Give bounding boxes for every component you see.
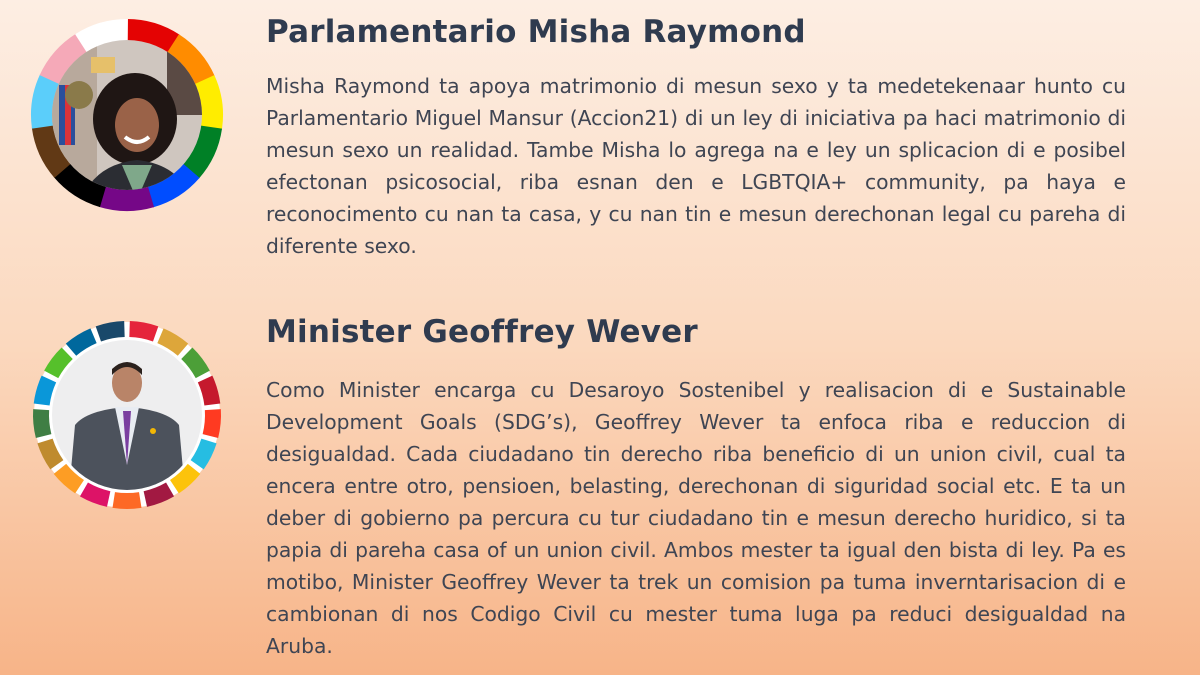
- profile-misha-raymond: [0, 0, 1200, 300]
- sdg-ring-segment: [33, 409, 51, 438]
- profile-description: Misha Raymond ta apoya matrimonio di mesun sexo y ta medetekenaar hunto cu Parlamentario Miguel Mansur (Accion21) di un ley di iniciativa pa haci matrimonio di mesun sexo un realidad. Tambe Misha lo agrega na e ley un splicacion di e posibel efectonan psicosocial, riba esnan den e LGBTQIA+ community, pa haya e reconocimento cu nan ta casa, y cu nan tin e mesun derechonan legal cu pareha di diferente sexo.: [266, 74, 1126, 258]
- profile-name: Parlamentario Misha Raymond: [266, 14, 806, 50]
- profile-name: Minister Geoffrey Wever: [266, 314, 698, 350]
- geoffrey-wever-avatar: [27, 315, 227, 515]
- sdg-ring-segment: [113, 492, 142, 509]
- sdg-ring-segment: [203, 409, 221, 438]
- misha-raymond-avatar: [27, 15, 227, 215]
- photo-geoffrey: [27, 315, 227, 515]
- photo-misha: [27, 15, 227, 215]
- profile-geoffrey-wever: [0, 300, 1200, 675]
- profile-description: Como Minister encarga cu Desaroyo Sostenibel y realisacion di e Sustainable Development Goals (SDG’s), Geoffrey Wever ta enfoca riba e reduccion di desigualdad. Cada ciudadano tin derecho riba beneficio di un union civil, cual ta encera entre otro, pensioen, belasting, derechonan di siguridad social etc. E ta un deber di gobierno pa percura cu tur ciudadano tin e mesun derecho huridico, si ta papia di pareha casa of un union civil. Ambos mester ta igual den bista di ley. Pa es motibo, Minister Geoffrey Wever ta trek un comision pa tuma inverntarisacion di e cambionan di nos Codigo Civil cu mester tuma luga pa reduci desigualdad na Aruba.: [266, 378, 1126, 658]
